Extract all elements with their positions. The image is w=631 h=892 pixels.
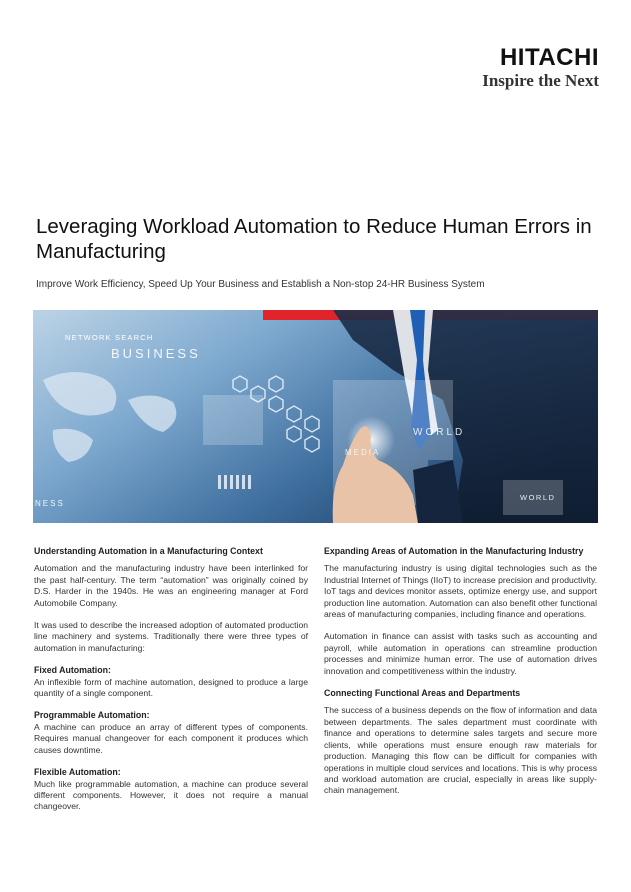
hero-image bbox=[33, 310, 598, 523]
subheading-flexible: Flexible Automation: bbox=[34, 767, 121, 778]
hero-world-small: WORLD bbox=[520, 493, 556, 502]
paragraph: A machine can produce an array of different types of components. Requires manual changeover for each component it produces which causes downtime. bbox=[34, 721, 308, 755]
hero-network-search: NETWORK SEARCH bbox=[65, 333, 154, 342]
logo-wordmark: HITACHI bbox=[499, 44, 599, 71]
hero-ness: NESS bbox=[35, 499, 65, 508]
hero-world: WORLD bbox=[413, 427, 466, 438]
section-heading-connecting: Connecting Functional Areas and Departments bbox=[324, 688, 521, 699]
subheading-fixed: Fixed Automation: bbox=[34, 665, 111, 676]
page-title: Leveraging Workload Automation to Reduce Human Errors in Manufacturing bbox=[36, 215, 592, 263]
hero-media: MEDIA bbox=[345, 448, 381, 457]
paragraph: It was used to describe the increased adoption of automated production line machinery and systems. Traditionally there were three types of automation in manufacturing: bbox=[34, 620, 308, 653]
paragraph: Much like programmable automation, a machine can produce several different components. However, it does not require a manual changeover. bbox=[34, 778, 308, 812]
subheading-programmable: Programmable Automation: bbox=[34, 710, 150, 721]
paragraph: The manufacturing industry is using digital technologies such as the Industrial Internet of Things (IIoT) to increase precision and productivity. IoT tags and devices monitor assets, optimize energy use, and support production line automation. Automation can also benefit other functional areas of manufacturing companies, including finance and operations. bbox=[324, 563, 597, 620]
paragraph: An inflexible form of machine automation, designed to produce a large quantity of a single component. bbox=[34, 676, 308, 699]
hero-business: BUSINESS bbox=[111, 346, 201, 361]
logo-tagline: Inspire the Next bbox=[482, 71, 599, 90]
right-column bbox=[324, 546, 597, 808]
left-column bbox=[34, 546, 308, 824]
section-heading-expanding: Expanding Areas of Automation in the Manufacturing Industry bbox=[324, 546, 584, 556]
hitachi-logo bbox=[482, 46, 599, 90]
paragraph: Automation and the manufacturing industry have been interlinked for the past half-century. The term “automation” was originally coined by D.S. Harder in the 1940s. He was an engineering manager at Ford Automobile Company. bbox=[34, 563, 308, 608]
hero-illustration bbox=[33, 310, 598, 523]
section-heading-understanding: Understanding Automation in a Manufacturing Context bbox=[34, 546, 263, 556]
paragraph: Automation in finance can assist with tasks such as accounting and payroll, while automation in operations can streamline production processes and minimize human error. The use of automation drives innovation and competitiveness within the industry. bbox=[324, 631, 597, 676]
page-subtitle: Improve Work Efficiency, Speed Up Your Business and Establish a Non-stop 24-HR Business System bbox=[36, 279, 485, 290]
paragraph: The success of a business depends on the flow of information and data between departments. The sales department must coordinate with finance and operations to determine sales targets and secure more clients, while operations must ensure enough raw materials for production. Managing this flow can be difficult for companies with operations in multiple cloud services and locations. This is why process and workload automation are crucial, especially in areas like supply-chain management. bbox=[324, 705, 597, 796]
